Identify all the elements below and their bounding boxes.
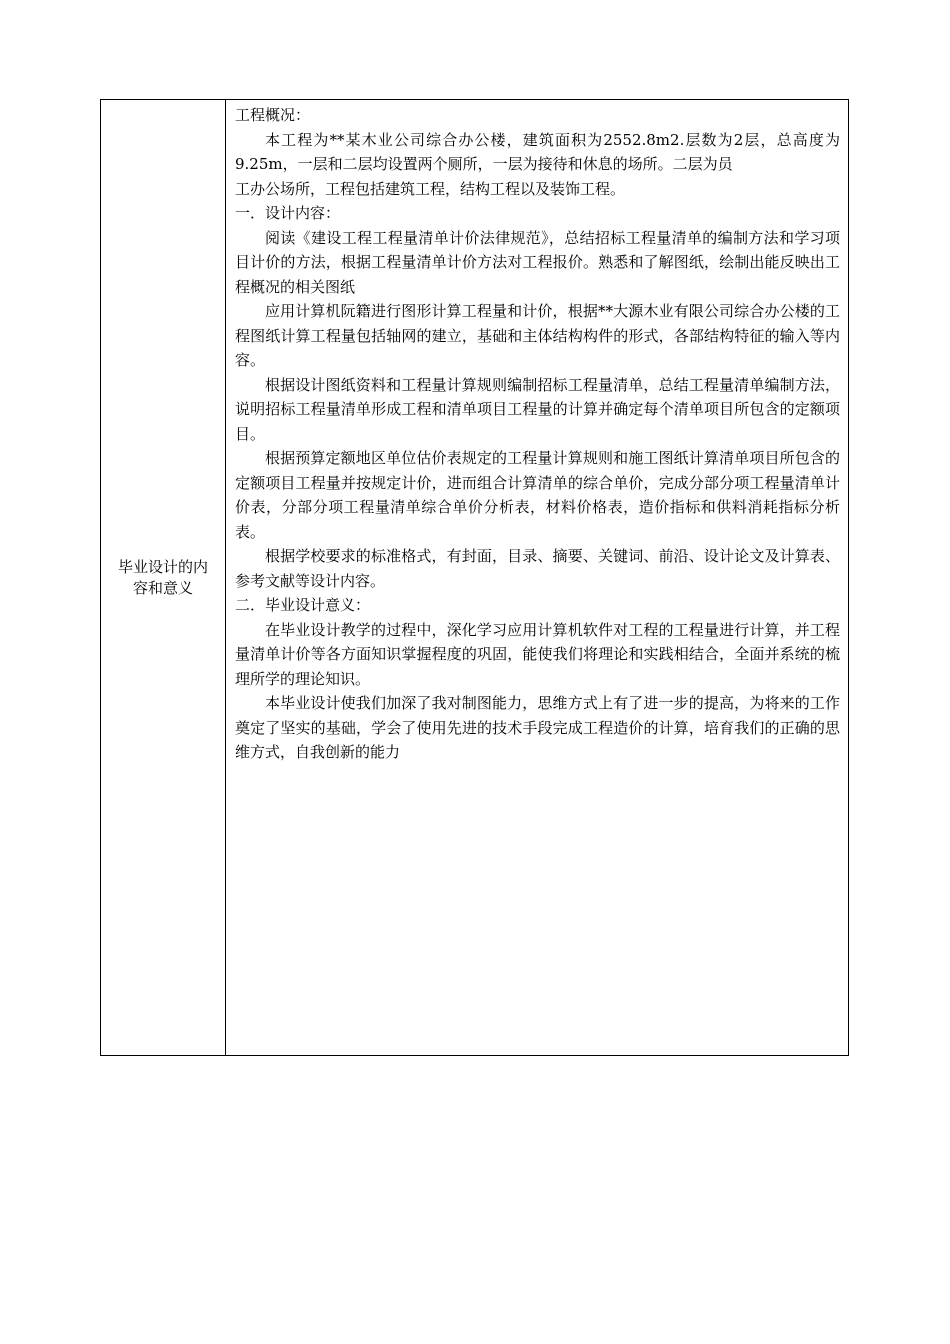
overview-paragraph: 本工程为**某木业公司综合办公楼，建筑面积为2552.8m2.层数为2层，总高度为9.25m，一层和二层均设置两个厕所，一层为接待和休息的场所。二层为员 xyxy=(235,130,840,173)
section-1-paragraph: 根据学校要求的标准格式，有封面，目录、摘要、关键词、前沿、设计论文及计算表、参考文献等设计内容。 xyxy=(235,547,840,590)
section-1-paragraph: 阅读《建设工程工程量清单计价法律规范》，总结招标工程量清单的编制方法和学习项目计价的方法，根据工程量清单计价方法对工程报价。熟悉和了解图纸，绘制出能反映出工程概况的相关图纸 xyxy=(235,228,840,296)
row-label-line-1: 毕业设计的内 xyxy=(117,557,208,576)
section-1-paragraph: 根据预算定额地区单位估价表规定的工程量计算规则和施工图纸计算清单项目所包含的定额项目工程量并按规定计价，进而组合计算清单的综合单价，完成分部分项工程量清单计价表，分部分项工程量清单综合单价分析表，材料价格表，造价指标和供料消耗指标分析表。 xyxy=(235,449,840,541)
row-label-cell xyxy=(101,100,226,1056)
section-1-heading: 一．设计内容： xyxy=(235,204,341,222)
design-content-table xyxy=(100,99,849,1056)
section-2-heading: 二．毕业设计意义： xyxy=(235,596,371,614)
section-2-paragraph: 本毕业设计使我们加深了我对制图能力，思维方式上有了进一步的提高，为将来的工作奠定了坚实的基础，学会了使用先进的技术手段完成工程造价的计算，培育我们的正确的思维方式，自我创新的能力 xyxy=(235,694,840,761)
row-content-cell xyxy=(226,100,849,1056)
overview-paragraph-continued: 工办公场所，工程包括建筑工程，结构工程以及装饰工程。 xyxy=(235,179,626,198)
table-row xyxy=(101,100,849,1056)
row-label-line-2: 容和意义 xyxy=(132,578,193,597)
section-1-paragraph: 根据设计图纸资料和工程量计算规则编制招标工程量清单，总结工程量清单编制方法，说明招标工程量清单形成工程和清单项目工程量的计算并确定每个清单项目所包含的定额项目。 xyxy=(235,375,840,443)
overview-heading: 工程概况： xyxy=(235,106,311,124)
section-2-paragraph: 在毕业设计教学的过程中，深化学习应用计算机软件对工程的工程量进行计算，并工程量清单计价等各方面知识掌握程度的巩固，能使我们将理论和实践相结合，全面并系统的梳理所学的理论知识。 xyxy=(235,620,840,688)
section-1-paragraph: 应用计算机阮籍进行图形计算工程量和计价，根据**大源木业有限公司综合办公楼的工程图纸计算工程量包括轴网的建立，基础和主体结构构件的形式，各部结构特征的输入等内容。 xyxy=(235,302,840,369)
